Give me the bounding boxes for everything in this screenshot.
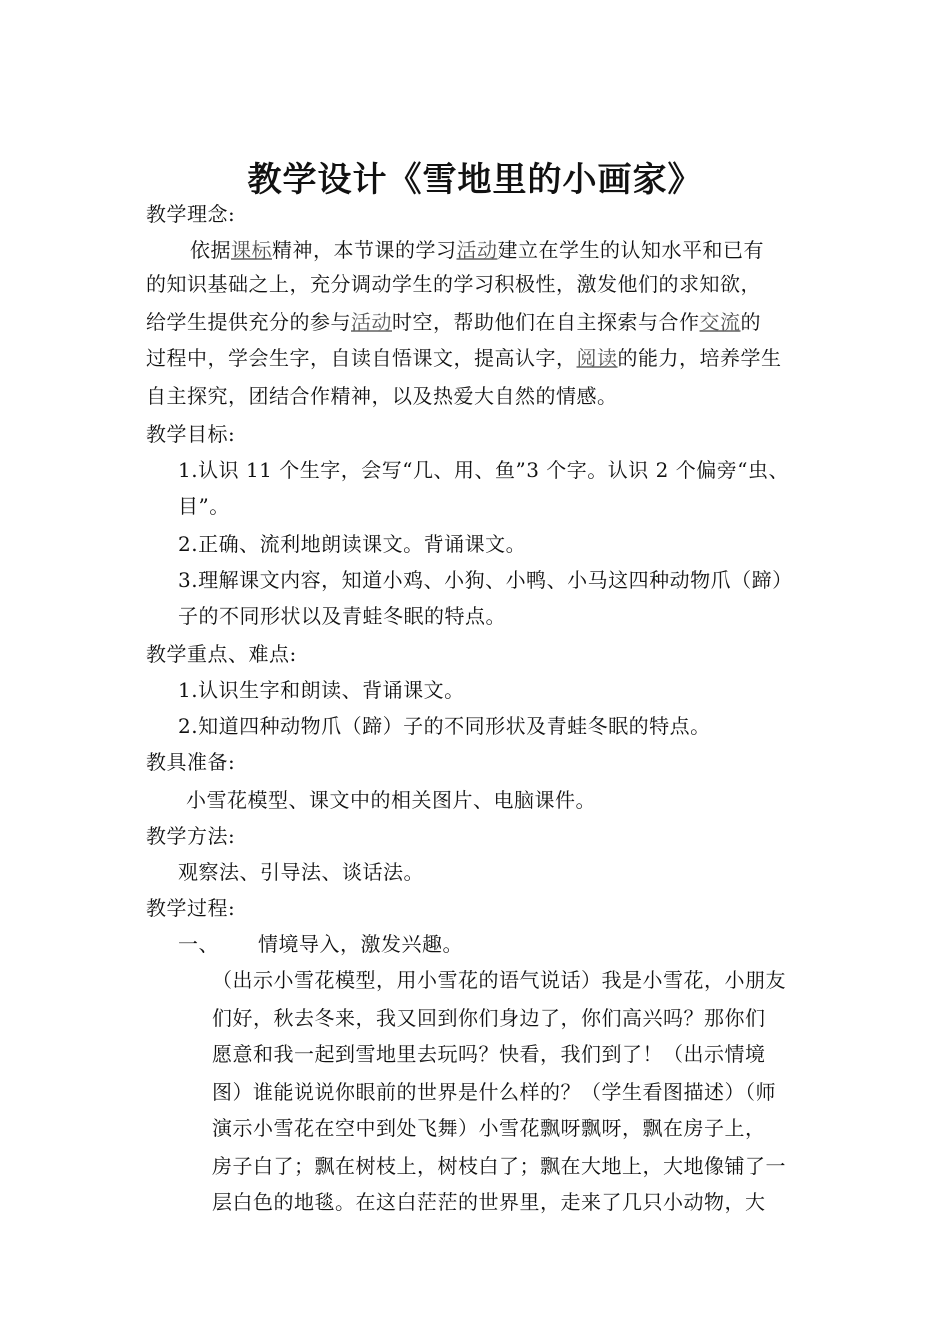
- process-paragraph-line-6: 房子白了；飘在树枝上，树枝白了；飘在大地上，大地像铺了一: [212, 1154, 786, 1178]
- process-paragraph-line-7: 层白色的地毯。在这白茫茫的世界里，走来了几只小动物，大: [212, 1190, 766, 1214]
- goal-1-line-1: 1.认识 11 个生字，会写“几、用、鱼”3 个字。认识 2 个偏旁“虫、: [178, 458, 789, 482]
- text: 时空，帮助他们在自主探索与合作: [392, 310, 700, 334]
- process-step-number: 一、: [178, 932, 219, 956]
- text: 建立在学生的认知水平和已有: [497, 238, 764, 262]
- process-paragraph-line-4: 图）谁能说说你眼前的世界是什么样的？（学生看图描述）（师: [212, 1080, 776, 1104]
- link-activity-2[interactable]: 活动: [351, 310, 392, 334]
- link-communication[interactable]: 交流: [699, 310, 741, 334]
- process-paragraph-line-2: 们好，秋去冬来，我又回到你们身边了，你们高兴吗？那你们: [212, 1006, 766, 1030]
- process-step-title: 情境导入，激发兴趣。: [258, 932, 463, 956]
- process-paragraph-line-1: （出示小雪花模型，用小雪花的语气说话）我是小雪花，小朋友: [212, 968, 786, 992]
- goal-3-line-2: 子的不同形状以及青蛙冬眠的特点。: [178, 604, 506, 628]
- text: 过程中，学会生字，自读自悟课文，提高认字，: [146, 346, 577, 370]
- section-heading-process: 教学过程:: [146, 896, 236, 920]
- key-point-2: 2.知道四种动物爪（蹄）子的不同形状及青蛙冬眠的特点。: [178, 714, 711, 738]
- philosophy-line-1: [190, 236, 764, 264]
- philosophy-line-2: 的知识基础之上，充分调动学生的学习积极性，激发他们的求知欲，: [146, 272, 761, 296]
- philosophy-line-5: 自主探究，团结合作精神，以及热爱大自然的情感。: [146, 384, 618, 408]
- philosophy-line-3: [146, 308, 761, 336]
- materials-text: 小雪花模型、课文中的相关图片、电脑课件。: [186, 788, 596, 812]
- goal-1-line-2: 目”。: [178, 494, 230, 518]
- goal-2: 2.正确、流利地朗读课文。背诵课文。: [178, 532, 527, 556]
- section-heading-materials: 教具准备:: [146, 750, 236, 774]
- key-point-1: 1.认识生字和朗读、背诵课文。: [178, 678, 465, 702]
- process-paragraph-line-5: 演示小雪花在空中到处飞舞）小雪花飘呀飘呀，飘在房子上，: [212, 1116, 766, 1140]
- link-curriculum-standard[interactable]: 课标: [231, 238, 272, 262]
- methods-text: 观察法、引导法、谈话法。: [178, 860, 424, 884]
- process-paragraph-line-3: 愿意和我一起到雪地里去玩吗？快看，我们到了！（出示情境: [212, 1042, 766, 1066]
- section-heading-methods: 教学方法:: [146, 824, 236, 848]
- text: 给学生提供充分的参与: [146, 310, 351, 334]
- document-title: 教学设计《雪地里的小画家》: [247, 160, 703, 200]
- goal-3-line-1: 3.理解课文内容，知道小鸡、小狗、小鸭、小马这四种动物爪（蹄）: [178, 568, 793, 592]
- link-reading[interactable]: 阅读: [576, 346, 618, 370]
- section-heading-goals: 教学目标:: [146, 422, 236, 446]
- link-activity[interactable]: 活动: [456, 238, 498, 262]
- section-heading-key-points: 教学重点、难点:: [146, 642, 297, 666]
- text: 的: [740, 310, 761, 334]
- text: 精神，本节课的学习: [272, 238, 457, 262]
- section-heading-philosophy: 教学理念:: [146, 202, 236, 226]
- text: 的能力，培养学生: [617, 346, 782, 370]
- text: 依据: [190, 238, 231, 262]
- philosophy-line-4: [146, 344, 782, 372]
